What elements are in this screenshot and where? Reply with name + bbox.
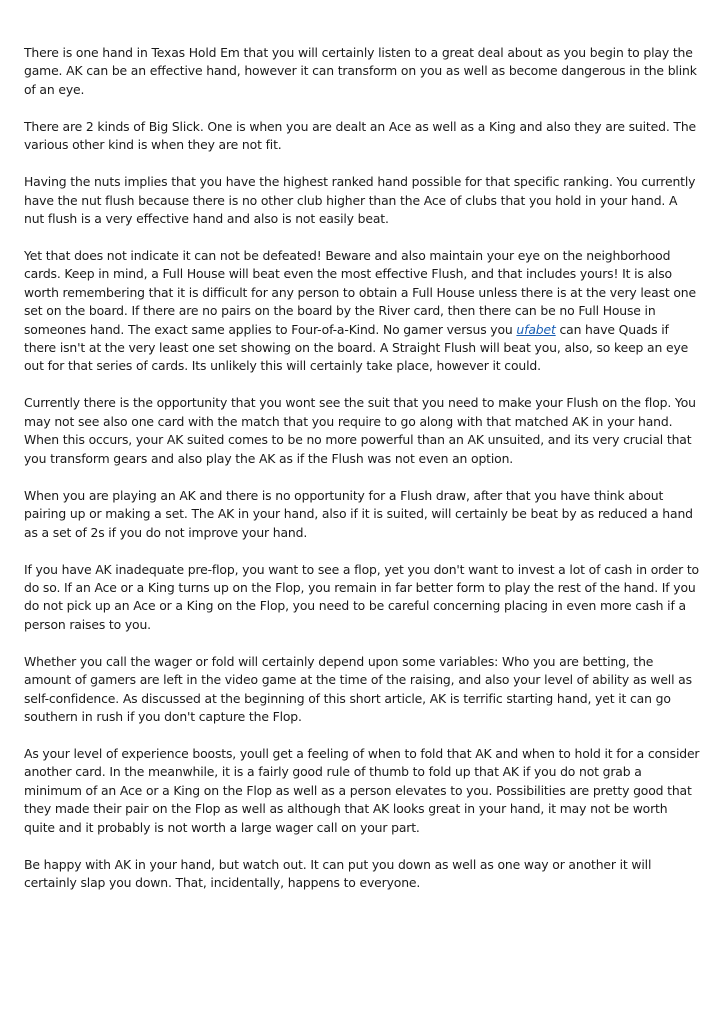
paragraph-7: If you have AK inadequate pre-flop, you want to see a flop, yet you don't want to invest a lot of cash in order to do so. If an Ace or a King turns up on the Flop, you remain in far better form to play the rest of the hand. If you do not pick up an Ace or a King on the Flop, you need to be careful concerning placing in even more cash if a person raises to you.	[24, 561, 699, 632]
paragraph-3: Having the nuts implies that you have the highest ranked hand possible for that specific ranking. You currently have the nut flush because there is no other club higher than the Ace of clubs that you hold in your hand. A nut flush is a very effective hand and also is not easily beat.	[24, 174, 696, 227]
paragraph-9: As your level of experience boosts, youll get a feeling of when to fold that AK and when to hold it for a consider another card. In the meanwhile, it is a fairly good rule of thumb to fold up that AK if you do not grab a minimum of an Ace or a King on the Flop as well as a person elevates to you. Possibilities are pretty good that they made their pair on the Flop as well as although that AK looks great in your hand, it may not be worth quite and it probably is not worth a large wager call on your part.	[24, 745, 700, 835]
paragraph-4-text-before: Yet that does not indicate it can not be defeated! Beware and also maintain your eye on the neighborhood cards. Keep in mind, a Full House will beat even the most effective Flush, and that includes yours! It is also worth remembering that it is difficult for any person to obtain a Full House unless there is at the very least one set on the board. If there are no pairs on the board by the River card, then there can be no Full House in someones hand. The exact same applies to Four-of-a-Kind. No gamer versus you	[24, 248, 696, 337]
paragraph-2: There are 2 kinds of Big Slick. One is when you are dealt an Ace as well as a King and also they are suited. The various other kind is when they are not fit.	[24, 118, 696, 153]
paragraph-4	[24, 247, 700, 376]
paragraph-5: Currently there is the opportunity that you wont see the suit that you need to make your Flush on the flop. You may not see also one card with the match that you require to go along with that matched AK in your hand. When this occurs, your AK suited comes to be no more powerful than an AK unsuited, and its very crucial that you transform gears and also play the AK as if the Flush was not even an option.	[24, 395, 696, 466]
paragraph-4-text-after: can have Quads if there isn't at the very least one set showing on the board. A Straight Flush will beat you, also, so keep an eye out for that series of cards. Its unlikely this will certainly take place, however it could.	[24, 321, 689, 374]
paragraph-10: Be happy with AK in your hand, but watch out. It can put you down as well as one way or another it will certainly slap you down. That, incidentally, happens to everyone.	[24, 856, 652, 890]
paragraph-8: Whether you call the wager or fold will certainly depend upon some variables: Who you are betting, the amount of gamers are left in the video game at the time of the raising, and also your level of ability as well as self-confidence. As discussed at the beginning of this short article, AK is terrific starting hand, yet it can go southern in rush if you don't capture the Flop.	[24, 653, 692, 724]
paragraph-6: When you are playing an AK and there is no opportunity for a Flush draw, after that you have think about pairing up or making a set. The AK in your hand, also if it is suited, will certainly be beat by as reduced a hand as a set of 2s if you do not improve your hand.	[24, 487, 693, 540]
article-body	[24, 44, 700, 911]
paragraph-1: There is one hand in Texas Hold Em that you will certainly listen to a great deal about as you begin to play the game. AK can be an effective hand, however it can transform on you as well as become dangerous in the blink of an eye.	[24, 45, 697, 97]
ufabet-link[interactable]: ufabet	[516, 321, 556, 337]
